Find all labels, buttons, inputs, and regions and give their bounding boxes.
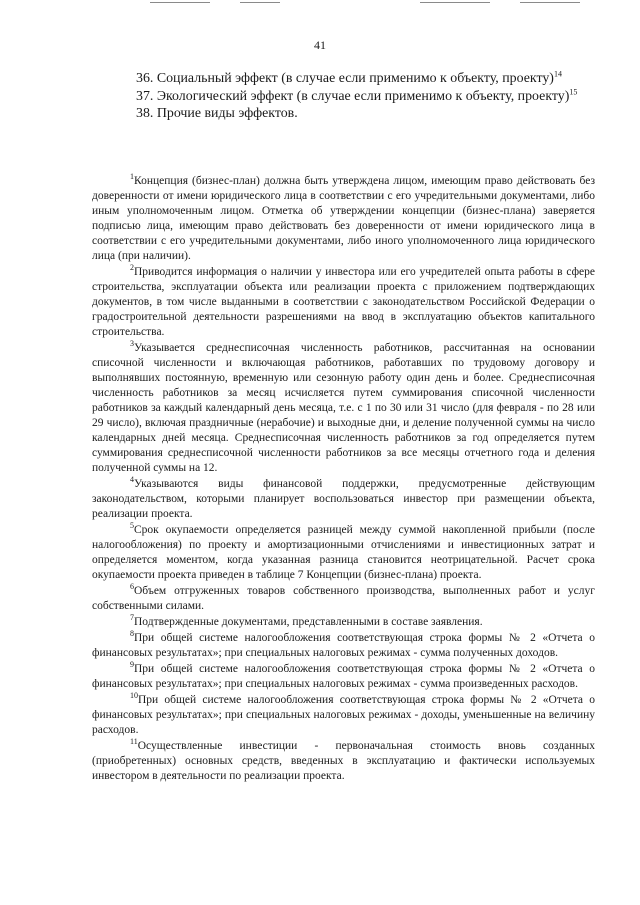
footnote-mark: 9	[130, 660, 134, 670]
footnote-text: Указываются виды финансовой поддержки, предусмотренные действующим законодательством, которыми планирует воспользоваться инвестор при размещении объекта, реализации проекта.	[92, 478, 595, 520]
footnote	[92, 341, 595, 476]
main-text	[92, 70, 595, 123]
footnote-text: Осуществленные инвестиции - первоначальная стоимость вновь созданных (приобретенных) основных средств, введенных в эксплуатацию и фактически используемых инвестором в деятельности по реализации проекта.	[92, 740, 595, 782]
footnote	[92, 174, 595, 264]
footnote-text: При общей системе налогообложения соответствующая строка формы № 2 «Отчета о финансовых результатах»; при специальных налоговых режимах - доходы, уменьшенные на величину расходов.	[92, 694, 595, 736]
page-number: 41	[314, 38, 326, 52]
list-item	[92, 70, 595, 88]
footnote-mark: 7	[130, 613, 134, 623]
footnote	[92, 662, 595, 692]
scan-artifact-line	[150, 2, 210, 3]
scan-artifact-line	[520, 2, 580, 3]
footnotes	[92, 174, 595, 784]
footnote-mark: 6	[130, 582, 134, 592]
footnote-mark: 3	[130, 339, 134, 349]
item-text: 36. Социальный эффект (в случае если применимо к объекту, проекту)	[136, 71, 554, 86]
footnote-mark: 2	[130, 263, 134, 273]
item-text: 38. Прочие виды эффектов.	[136, 106, 298, 121]
footnote-text: Подтвержденные документами, представленными в составе заявления.	[134, 616, 483, 628]
footnote-text: При общей системе налогообложения соответствующая строка формы № 2 «Отчета о финансовых результатах»; при специальных налоговых режимах - сумма произведенных расходов.	[92, 663, 595, 690]
list-item	[92, 105, 595, 123]
footnote-mark: 1	[130, 172, 134, 182]
footnote-text: При общей системе налогообложения соответствующая строка формы № 2 «Отчета о финансовых результатах»; при специальных налоговых режимах - сумма полученных доходов.	[92, 632, 595, 659]
footnote-mark: 8	[130, 629, 134, 639]
footnote	[92, 615, 595, 630]
footnote-text: Объем отгруженных товаров собственного производства, выполненных работ и услуг собственными силами.	[92, 585, 595, 612]
footnote-text: Срок окупаемости определяется разницей между суммой накопленной прибыли (после налогообложения) по проекту и амортизационными отчислениями и инвестиционных затрат и определяется моментом, когда указанная разница становится неотрицательной. Расчет срока окупаемости проекта приведен в таблице 7 Концепции (бизнес-плана) проекта.	[92, 524, 595, 581]
footnote-ref: 15	[569, 86, 578, 96]
footnote-mark: 4	[130, 475, 134, 485]
footnote-text: Концепция (бизнес-план) должна быть утверждена лицом, имеющим право действовать без доверенности от имени юридического лица в соответствии с его учредительными документами, либо иным уполномоченным лицом. Отметка об утверждении концепции (бизнес-плана) заверяется подписью лица, имеющим право действовать без доверенности от имени юридического лица в соответствии с его учредительными документами, либо иного уполномоченного лица юридического лица (при наличии).	[92, 175, 595, 262]
footnote	[92, 523, 595, 583]
item-text: 37. Экологический эффект (в случае если применимо к объекту, проекту)	[136, 88, 570, 104]
list-item	[92, 88, 595, 106]
footnote	[92, 693, 595, 738]
footnote	[92, 584, 595, 614]
footnote	[92, 265, 595, 340]
scan-artifact-line	[420, 2, 490, 3]
footnote-mark: 10	[130, 691, 138, 701]
footnote-ref: 14	[553, 69, 562, 79]
footnote	[92, 739, 595, 784]
scan-artifact-line	[240, 2, 280, 3]
footnote	[92, 631, 595, 661]
footnote-mark: 5	[130, 521, 134, 531]
footnote-text: Приводится информация о наличии у инвестора или его учредителей опыта работы в сфере строительства, эксплуатации объекта или реализации проекта с приложением подтверждающих документов, в том числе выданными в соответствии с законодательством Российской Федерации о градостроительной деятельности разрешениями на ввод в эксплуатацию объектов капитального строительства.	[92, 266, 595, 338]
footnote	[92, 477, 595, 522]
footnote-mark: 11	[130, 737, 138, 747]
footnote-text: Указывается среднесписочная численность работников, рассчитанная на основании списочной численности и включающая работников, работавших по трудовому договору и выполнявших постоянную, временную или сезонную работу один день и более. Среднесписочная численность работников за месяц исчисляется путем суммирования списочной численности работников за каждый календарный день месяца, т.е. с 1 по 30 или 31 число (для февраля - по 28 или 29 число), включая праздничные (нерабочие) и выходные дни, и деление полученной суммы на число календарных дней месяца. Среднесписочная численность работников за год определяется путем суммирования среднесписочной численности работников за все месяцы отчетного года и деления полученной суммы на 12.	[92, 342, 595, 474]
